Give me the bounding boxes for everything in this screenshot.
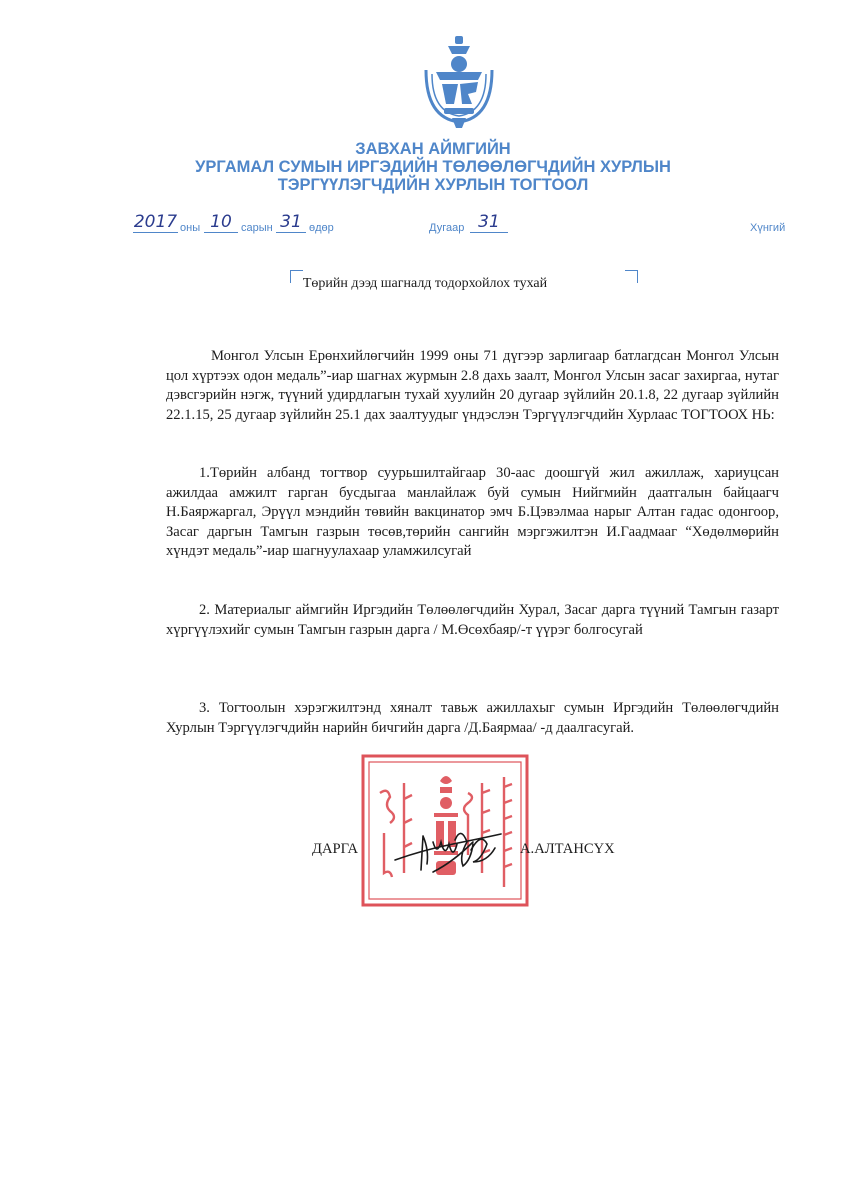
state-emblem-icon: [418, 30, 500, 130]
number-label: Дугаар: [429, 222, 465, 234]
handwritten-signature-icon: [393, 820, 503, 880]
signer-name: А.АЛТАНСҮХ: [520, 841, 615, 857]
day-label: өдөр: [309, 222, 334, 234]
header-line-3: ТЭРГҮҮЛЭГЧДИЙН ХУРЛЫН ТОГТООЛ: [277, 176, 589, 194]
paragraph-item-1: 1.Төрийн албанд тогтвор суурьшилтайгаар 30-аас доошгүй жил ажиллаж, хариуцсан ажилдаа амжилт гарган бусдыгаа манлайлаж буй сумын Нийгмийн даатгалын байцаагч Н.Баяржаргал, Эрүүл мэндийн төвийн вакцинатор эмч Б.Цэвэлмаа нарыг Алтан гадас одонгоор, Засаг даргын Тамгын газрын төсөв,төрийн сангийн мэргэжилтэн И.Гаадмааг “Хөдөлмөрийн хүндэт медаль”-иар шагнуулахаар уламжилсугай: [166, 465, 779, 560]
year-value: 2017: [133, 212, 178, 232]
paragraph-preamble: Монгол Улсын Ерөнхийлөгчийн 1999 оны 71 дүгээр зарлигаар батлагдсан Монгол Улсын цол хүртээх одон медаль”-иар шагнах журмын 2.8 дахь заалт, Монгол Улсын засаг захиргаа, нутаг дэвсгэрийн нэгж, түүний удирдлагын тухай хуулийн 20 дугаар зүйлийн 20.1.8, 22 дугаар зүйлийн 22.1.15, 25 дугаар зүйлийн 25.1 дах заалтуудыг үндэслэн Тэргүүлэгчдийн Хурлаас ТОГТООХ НЬ:: [166, 348, 779, 423]
month-value: 10: [204, 212, 238, 233]
document-subject: Төрийн дээд шагналд тодорхойлох тухай: [302, 276, 548, 291]
month-label: сарын: [241, 222, 273, 234]
number-value: 31: [470, 212, 508, 233]
paragraph-item-3: 3. Тогтоолын хэрэгжилтэнд хяналт тавьж ажиллахыг сумын Иргэдийн Төлөөлөгчдийн Хурлын Тэргүүлэгчдийн нарийн бичгийн дарга /Д.Баярмаа/ -д даалгасугай.: [166, 700, 779, 736]
paragraph-item-2: 2. Материалыг аймгийн Иргэдийн Төлөөлөгчдийн Хурал, Засаг дарга түүний Тамгын газарт хүргүүлэхийг сумын Тамгын газрын дарга / М.Өсөхбаяр/-т үүрэг болгосугай: [166, 602, 779, 638]
year-label: оны: [180, 222, 201, 234]
signer-title: ДАРГА: [312, 841, 358, 857]
document-meta-line: [0, 212, 850, 238]
day-value: 31: [276, 212, 306, 233]
header-line-2: УРГАМАЛ СУМЫН ИРГЭДИЙН ТӨЛӨӨЛӨГЧДИЙН ХУРЛЫН: [195, 158, 671, 176]
header-line-1: ЗАВХАН АЙМГИЙН: [355, 140, 511, 158]
place-label: Хүнгий: [750, 222, 786, 234]
